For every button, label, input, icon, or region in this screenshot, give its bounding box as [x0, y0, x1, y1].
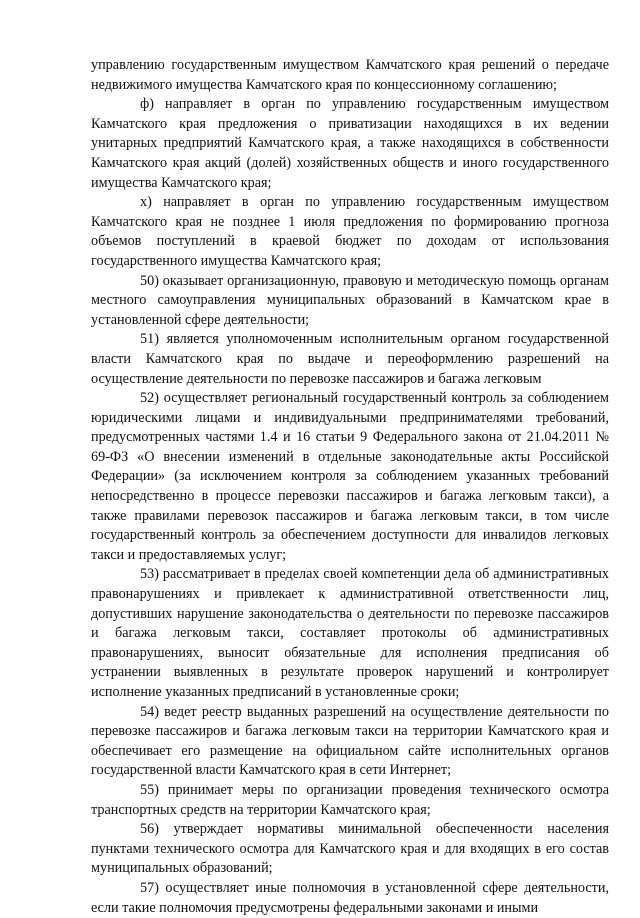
paragraph-item-53: 53) рассматривает в пределах своей компетенции дела об административных правонарушениях и привлекает к административной ответственности лиц, допустивших нарушение законодательства о деятельности по перевозке пассажиров и багажа легковым такси, составляет протоколы об административных правонарушениях, выносит обязательные для исполнения предписания об устранении выявленных в результате проверок нарушений и контролирует исполнение указанных предписаний в установленные сроки; — [91, 566, 609, 700]
paragraph-continuation: управлению государственным имуществом Камчатского края решений о передаче недвижимого имущества Камчатского края по концессионному соглашению; — [91, 57, 609, 93]
paragraph-item-55: 55) принимает меры по организации проведения технического осмотра транспортных средств на территории Камчатского края; — [91, 781, 609, 818]
paragraph-item-50: 50) оказывает организационную, правовую и методическую помощь органам местного самоуправления муниципальных образований в Камчатском крае в установленной сфере деятельности; — [91, 272, 609, 328]
paragraph-item-52: 52) осуществляет региональный государственный контроль за соблюдением юридическими лицами и индивидуальными предпринимателями требований, предусмотренных частями 1.4 и 16 статьи 9 Федерального закона от 21.04.2011 № 69-ФЗ «О внесении изменений в отдельные законодательные акты Российской Федерации» (за исключением контроля за соблюдением указанных требований непосредственно в процессе перевозки пассажиров и багажа легковым такси), а также правилами перевозок пассажиров и багажа легковым такси, в том числе государственный контроль за обеспечением доступности для инвалидов легковых такси и предоставляемых услуг; — [91, 390, 609, 563]
paragraph-item-51: 51) является уполномоченным исполнительным органом государственной власти Камчатского края по выдаче и переоформлению разрешений на осуществление деятельности по перевозке пассажиров и багажа легковым — [91, 331, 609, 387]
paragraph-item-54: 54) ведет реестр выданных разрешений на осуществление деятельности по перевозке пассажиров и багажа легковым такси на территории Камчатского края и обеспечивает его размещение на официальном сайте исполнительных органов государственной власти Камчатского края в сети Интернет; — [91, 703, 609, 779]
document-body — [91, 56, 609, 918]
paragraph-item-kh: х) направляет в орган по управлению государственным имуществом Камчатского края не позднее 1 июля предложения по формированию прогноза объемов поступлений в краевой бюджет по доходам от использования государственного имущества Камчатского края; — [91, 194, 609, 269]
paragraph-item-56: 56) утверждает нормативы минимальной обеспеченности населения пунктами технического осмотра для Камчатского края и для входящих в его состав муниципальных образований; — [91, 821, 609, 877]
paragraph-item-f: ф) направляет в орган по управлению государственным имуществом Камчатского края предложения о приватизации находящихся в их ведении унитарных предприятий Камчатского края, а также находящихся в собственности Камчатского края акций (долей) хозяйственных обществ и иного государственного имущества Камчатского края; — [91, 96, 609, 191]
paragraph-item-57: 57) осуществляет иные полномочия в установленной сфере деятельности, если такие полномочия предусмотрены федеральными законами и иными — [91, 879, 609, 916]
